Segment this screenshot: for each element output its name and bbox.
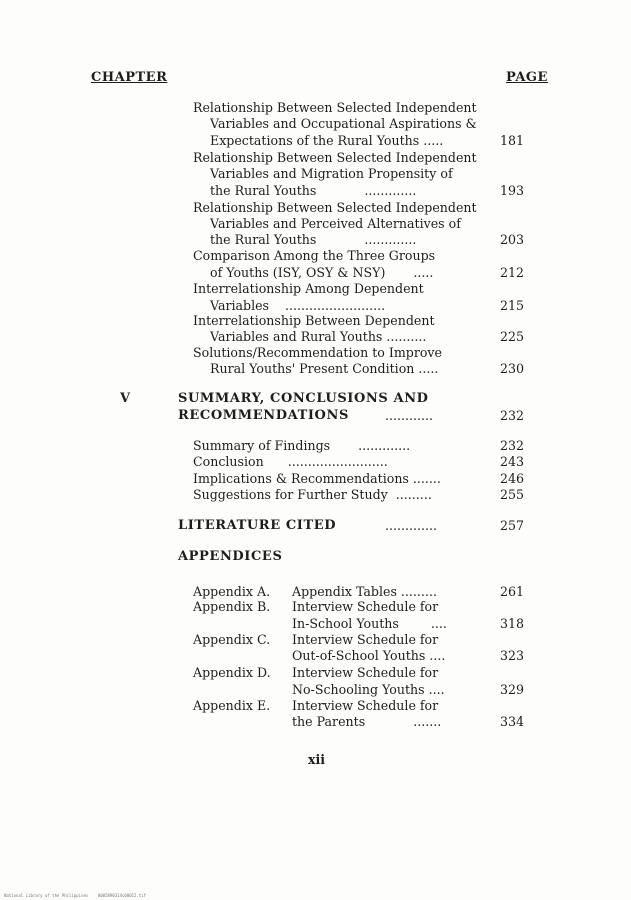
scan-footer: National Library of the Philippines 0005890314c00012.tif [4, 893, 147, 898]
toc-item-1-line-3: Expectations of the Rural Youths ..... [210, 133, 444, 148]
toc-item-3-page: 203 [500, 232, 525, 247]
chapter-v-title-line-2: RECOMMENDATIONS [178, 408, 349, 423]
toc-item-7-line-2: Rural Youths' Present Condition ..... [210, 361, 439, 376]
chapter-v-page: 232 [500, 408, 525, 423]
appendix-e-page: 334 [500, 714, 525, 729]
toc-item-5-line-2: Variables ......................... [210, 298, 386, 313]
toc-item-6-line-2: Variables and Rural Youths .......... [210, 329, 427, 344]
toc-item-2-line-2: Variables and Migration Propensity of [210, 166, 453, 181]
toc-item-7-line-1: Solutions/Recommendation to Improve [193, 345, 443, 360]
chapter-v-title-line-1: SUMMARY, CONCLUSIONS AND [178, 391, 429, 406]
appendix-b-label: Appendix B. [193, 599, 271, 614]
toc-item-1-line-1: Relationship Between Selected Independent [193, 100, 477, 115]
toc-item-4-line-1: Comparison Among the Three Groups [193, 248, 436, 263]
appendix-d-line-1: Interview Schedule for [292, 665, 439, 680]
toc-item-3-line-2: Variables and Perceived Alternatives of [210, 216, 461, 231]
toc-item-2-line-1: Relationship Between Selected Independent [193, 150, 477, 165]
toc-item-6-line-1: Interrelationship Between Dependent [193, 313, 435, 328]
toc-item-1-line-2: Variables and Occupational Aspirations & [210, 116, 477, 131]
chapter-v-title-dots: ............ [385, 408, 434, 423]
chapter-v-item-2: Conclusion ......................... [193, 454, 388, 469]
appendix-d-line-2: No-Schooling Youths .... [292, 682, 445, 697]
chapter-v-number: V [120, 391, 131, 406]
literature-cited-page: 257 [500, 518, 525, 533]
appendix-d-page: 329 [500, 682, 525, 697]
toc-item-7-page: 230 [500, 361, 525, 376]
appendices-title: APPENDICES [178, 549, 283, 564]
appendix-a-label: Appendix A. [193, 584, 271, 599]
toc-item-4-page: 212 [500, 265, 525, 280]
appendix-a-line-1: Appendix Tables ......... [292, 584, 437, 599]
chapter-heading: CHAPTER [91, 70, 168, 85]
toc-item-6-page: 225 [500, 329, 525, 344]
page-number: xii [308, 752, 326, 767]
toc-item-4-line-2: of Youths (ISY, OSY & NSY) ..... [210, 265, 434, 280]
chapter-v-item-2-page: 243 [500, 454, 525, 469]
toc-item-5-page: 215 [500, 298, 525, 313]
toc-item-2-line-3: the Rural Youths ............. [210, 183, 417, 198]
appendix-c-label: Appendix C. [193, 632, 271, 647]
chapter-v-item-4: Suggestions for Further Study ......... [193, 487, 432, 502]
appendix-c-page: 323 [500, 648, 525, 663]
chapter-v-item-1-page: 232 [500, 438, 525, 453]
appendix-b-line-2: In-School Youths .... [292, 616, 447, 631]
chapter-v-item-3: Implications & Recommendations ....... [193, 471, 441, 486]
toc-item-5-line-1: Interrelationship Among Dependent [193, 281, 424, 296]
chapter-v-item-3-page: 246 [500, 471, 525, 486]
appendix-e-label: Appendix E. [193, 698, 271, 713]
toc-item-2-page: 193 [500, 183, 525, 198]
appendix-e-line-1: Interview Schedule for [292, 698, 439, 713]
literature-cited-title: LITERATURE CITED [178, 518, 337, 533]
appendix-a-page: 261 [500, 584, 525, 599]
toc-item-1-page: 181 [500, 133, 525, 148]
appendix-c-line-1: Interview Schedule for [292, 632, 439, 647]
literature-cited-dots: ............. [385, 518, 438, 533]
toc-item-3-line-3: the Rural Youths ............. [210, 232, 417, 247]
toc-item-3-line-1: Relationship Between Selected Independent [193, 200, 477, 215]
chapter-v-item-4-page: 255 [500, 487, 525, 502]
chapter-v-item-1: Summary of Findings ............. [193, 438, 411, 453]
appendix-d-label: Appendix D. [193, 665, 271, 680]
page-heading: PAGE [506, 70, 548, 85]
appendix-b-page: 318 [500, 616, 525, 631]
appendix-c-line-2: Out-of-School Youths .... [292, 648, 446, 663]
appendix-e-line-2: the Parents ....... [292, 714, 442, 729]
appendix-b-line-1: Interview Schedule for [292, 599, 439, 614]
